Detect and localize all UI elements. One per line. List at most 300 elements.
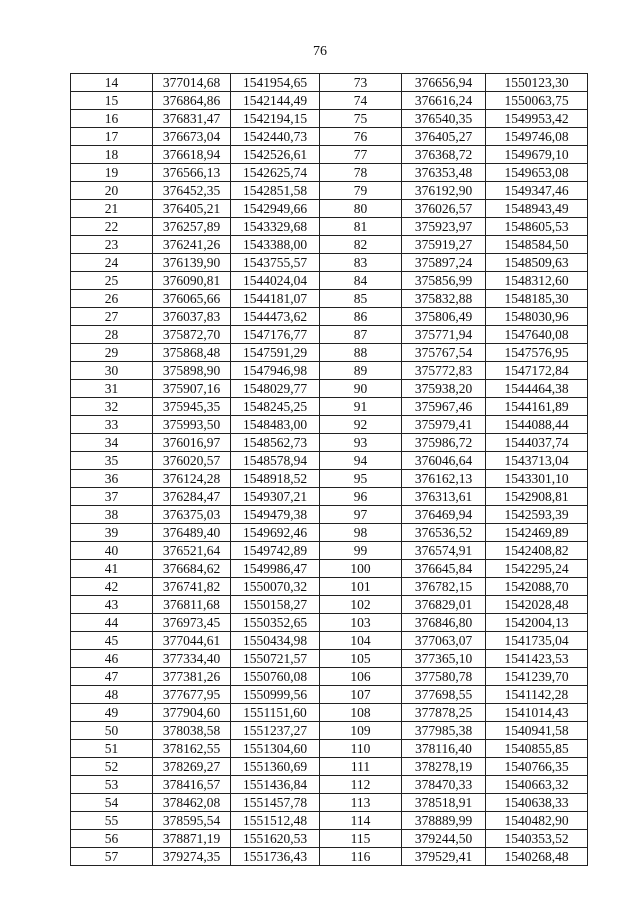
x-coordinate-right: 378116,40 (402, 740, 486, 758)
point-number-right: 107 (320, 686, 402, 704)
y-coordinate-left: 1551620,53 (231, 830, 320, 848)
x-coordinate-left: 376566,13 (153, 164, 231, 182)
table-row (71, 236, 588, 254)
x-coordinate-right: 377985,38 (402, 722, 486, 740)
y-coordinate-right: 1540482,90 (486, 812, 588, 830)
y-coordinate-left: 1551151,60 (231, 704, 320, 722)
x-coordinate-right: 376162,13 (402, 470, 486, 488)
point-number-right: 101 (320, 578, 402, 596)
table-row (71, 722, 588, 740)
table-row (71, 542, 588, 560)
point-number-right: 109 (320, 722, 402, 740)
x-coordinate-right: 376645,84 (402, 560, 486, 578)
point-number-left: 25 (71, 272, 153, 290)
y-coordinate-right: 1542004,13 (486, 614, 588, 632)
point-number-right: 116 (320, 848, 402, 866)
y-coordinate-right: 1542295,24 (486, 560, 588, 578)
y-coordinate-left: 1548483,00 (231, 416, 320, 434)
point-number-right: 115 (320, 830, 402, 848)
x-coordinate-left: 376489,40 (153, 524, 231, 542)
x-coordinate-right: 376313,61 (402, 488, 486, 506)
y-coordinate-right: 1543713,04 (486, 452, 588, 470)
y-coordinate-left: 1548029,77 (231, 380, 320, 398)
y-coordinate-left: 1542949,66 (231, 200, 320, 218)
point-number-right: 96 (320, 488, 402, 506)
point-number-right: 80 (320, 200, 402, 218)
x-coordinate-left: 376831,47 (153, 110, 231, 128)
x-coordinate-right: 376536,52 (402, 524, 486, 542)
table-row (71, 434, 588, 452)
x-coordinate-right: 376469,94 (402, 506, 486, 524)
point-number-right: 93 (320, 434, 402, 452)
x-coordinate-left: 378269,27 (153, 758, 231, 776)
y-coordinate-left: 1544181,07 (231, 290, 320, 308)
y-coordinate-left: 1551436,84 (231, 776, 320, 794)
y-coordinate-left: 1547591,29 (231, 344, 320, 362)
table-row (71, 308, 588, 326)
point-number-right: 95 (320, 470, 402, 488)
point-number-left: 34 (71, 434, 153, 452)
x-coordinate-right: 376192,90 (402, 182, 486, 200)
point-number-left: 48 (71, 686, 153, 704)
point-number-right: 104 (320, 632, 402, 650)
x-coordinate-left: 377044,61 (153, 632, 231, 650)
table-row (71, 830, 588, 848)
table-row (71, 668, 588, 686)
point-number-right: 114 (320, 812, 402, 830)
point-number-left: 54 (71, 794, 153, 812)
point-number-left: 20 (71, 182, 153, 200)
y-coordinate-left: 1548918,52 (231, 470, 320, 488)
point-number-right: 73 (320, 74, 402, 92)
x-coordinate-left: 376090,81 (153, 272, 231, 290)
y-coordinate-right: 1542593,39 (486, 506, 588, 524)
y-coordinate-left: 1551304,60 (231, 740, 320, 758)
point-number-right: 84 (320, 272, 402, 290)
x-coordinate-left: 376139,90 (153, 254, 231, 272)
point-number-left: 56 (71, 830, 153, 848)
table-row (71, 632, 588, 650)
point-number-left: 52 (71, 758, 153, 776)
y-coordinate-right: 1543301,10 (486, 470, 588, 488)
point-number-left: 14 (71, 74, 153, 92)
x-coordinate-left: 376684,62 (153, 560, 231, 578)
x-coordinate-right: 375938,20 (402, 380, 486, 398)
point-number-left: 39 (71, 524, 153, 542)
table-row (71, 452, 588, 470)
y-coordinate-left: 1551457,78 (231, 794, 320, 812)
point-number-right: 106 (320, 668, 402, 686)
y-coordinate-left: 1549986,47 (231, 560, 320, 578)
y-coordinate-left: 1550434,98 (231, 632, 320, 650)
point-number-right: 76 (320, 128, 402, 146)
y-coordinate-left: 1542144,49 (231, 92, 320, 110)
y-coordinate-right: 1542908,81 (486, 488, 588, 506)
table-row (71, 848, 588, 866)
table-row (71, 326, 588, 344)
y-coordinate-right: 1540663,32 (486, 776, 588, 794)
point-number-right: 100 (320, 560, 402, 578)
x-coordinate-right: 375767,54 (402, 344, 486, 362)
point-number-right: 85 (320, 290, 402, 308)
point-number-right: 112 (320, 776, 402, 794)
table-row (71, 164, 588, 182)
point-number-right: 110 (320, 740, 402, 758)
point-number-left: 49 (71, 704, 153, 722)
x-coordinate-left: 376016,97 (153, 434, 231, 452)
x-coordinate-left: 375907,16 (153, 380, 231, 398)
point-number-left: 47 (71, 668, 153, 686)
y-coordinate-left: 1543388,00 (231, 236, 320, 254)
y-coordinate-left: 1550999,56 (231, 686, 320, 704)
x-coordinate-right: 375772,83 (402, 362, 486, 380)
x-coordinate-right: 376026,57 (402, 200, 486, 218)
x-coordinate-right: 378470,33 (402, 776, 486, 794)
point-number-left: 16 (71, 110, 153, 128)
x-coordinate-left: 377014,68 (153, 74, 231, 92)
point-number-left: 27 (71, 308, 153, 326)
x-coordinate-right: 377063,07 (402, 632, 486, 650)
y-coordinate-right: 1540766,35 (486, 758, 588, 776)
point-number-right: 86 (320, 308, 402, 326)
table-row (71, 704, 588, 722)
table-row (71, 92, 588, 110)
point-number-right: 79 (320, 182, 402, 200)
point-number-left: 40 (71, 542, 153, 560)
y-coordinate-left: 1551736,43 (231, 848, 320, 866)
point-number-left: 26 (71, 290, 153, 308)
x-coordinate-right: 377580,78 (402, 668, 486, 686)
point-number-left: 29 (71, 344, 153, 362)
y-coordinate-right: 1544088,44 (486, 416, 588, 434)
y-coordinate-right: 1542088,70 (486, 578, 588, 596)
x-coordinate-left: 376375,03 (153, 506, 231, 524)
x-coordinate-right: 376656,94 (402, 74, 486, 92)
table-row (71, 128, 588, 146)
x-coordinate-left: 377904,60 (153, 704, 231, 722)
y-coordinate-right: 1540941,58 (486, 722, 588, 740)
y-coordinate-right: 1541014,43 (486, 704, 588, 722)
point-number-left: 30 (71, 362, 153, 380)
point-number-left: 23 (71, 236, 153, 254)
x-coordinate-left: 375872,70 (153, 326, 231, 344)
x-coordinate-left: 376257,89 (153, 218, 231, 236)
x-coordinate-right: 375979,41 (402, 416, 486, 434)
table-row (71, 740, 588, 758)
point-number-right: 99 (320, 542, 402, 560)
point-number-right: 83 (320, 254, 402, 272)
y-coordinate-left: 1544024,04 (231, 272, 320, 290)
point-number-left: 28 (71, 326, 153, 344)
point-number-left: 42 (71, 578, 153, 596)
x-coordinate-left: 376065,66 (153, 290, 231, 308)
x-coordinate-left: 379274,35 (153, 848, 231, 866)
point-number-left: 45 (71, 632, 153, 650)
point-number-left: 32 (71, 398, 153, 416)
point-number-right: 75 (320, 110, 402, 128)
point-number-left: 22 (71, 218, 153, 236)
x-coordinate-right: 377698,55 (402, 686, 486, 704)
x-coordinate-left: 376618,94 (153, 146, 231, 164)
x-coordinate-right: 376540,35 (402, 110, 486, 128)
y-coordinate-left: 1550721,57 (231, 650, 320, 668)
point-number-left: 19 (71, 164, 153, 182)
y-coordinate-right: 1540638,33 (486, 794, 588, 812)
y-coordinate-right: 1540353,52 (486, 830, 588, 848)
point-number-right: 105 (320, 650, 402, 668)
y-coordinate-left: 1551360,69 (231, 758, 320, 776)
y-coordinate-right: 1547640,08 (486, 326, 588, 344)
y-coordinate-left: 1551237,27 (231, 722, 320, 740)
point-number-right: 102 (320, 596, 402, 614)
table-row (71, 650, 588, 668)
y-coordinate-right: 1544037,74 (486, 434, 588, 452)
y-coordinate-left: 1544473,62 (231, 308, 320, 326)
y-coordinate-right: 1544161,89 (486, 398, 588, 416)
y-coordinate-left: 1548245,25 (231, 398, 320, 416)
x-coordinate-left: 378416,57 (153, 776, 231, 794)
x-coordinate-right: 377365,10 (402, 650, 486, 668)
y-coordinate-right: 1548584,50 (486, 236, 588, 254)
y-coordinate-left: 1547946,98 (231, 362, 320, 380)
table-row (71, 362, 588, 380)
point-number-right: 94 (320, 452, 402, 470)
x-coordinate-left: 378038,58 (153, 722, 231, 740)
table-row (71, 470, 588, 488)
x-coordinate-left: 376811,68 (153, 596, 231, 614)
x-coordinate-left: 375993,50 (153, 416, 231, 434)
point-number-right: 82 (320, 236, 402, 254)
table-row (71, 416, 588, 434)
y-coordinate-left: 1550352,65 (231, 614, 320, 632)
point-number-left: 37 (71, 488, 153, 506)
y-coordinate-right: 1548185,30 (486, 290, 588, 308)
y-coordinate-right: 1548605,53 (486, 218, 588, 236)
x-coordinate-right: 379244,50 (402, 830, 486, 848)
x-coordinate-right: 375832,88 (402, 290, 486, 308)
table-row (71, 794, 588, 812)
x-coordinate-right: 379529,41 (402, 848, 486, 866)
x-coordinate-left: 378162,55 (153, 740, 231, 758)
y-coordinate-left: 1550070,32 (231, 578, 320, 596)
table-row (71, 398, 588, 416)
x-coordinate-right: 376616,24 (402, 92, 486, 110)
x-coordinate-right: 376574,91 (402, 542, 486, 560)
point-number-left: 31 (71, 380, 153, 398)
point-number-right: 103 (320, 614, 402, 632)
y-coordinate-right: 1549347,46 (486, 182, 588, 200)
y-coordinate-left: 1550158,27 (231, 596, 320, 614)
point-number-left: 55 (71, 812, 153, 830)
table-row (71, 758, 588, 776)
point-number-right: 89 (320, 362, 402, 380)
point-number-left: 44 (71, 614, 153, 632)
point-number-left: 38 (71, 506, 153, 524)
point-number-right: 88 (320, 344, 402, 362)
y-coordinate-right: 1547172,84 (486, 362, 588, 380)
y-coordinate-right: 1548312,60 (486, 272, 588, 290)
table-row (71, 272, 588, 290)
x-coordinate-right: 376846,80 (402, 614, 486, 632)
y-coordinate-right: 1550063,75 (486, 92, 588, 110)
x-coordinate-right: 378518,91 (402, 794, 486, 812)
y-coordinate-right: 1549746,08 (486, 128, 588, 146)
y-coordinate-left: 1543755,57 (231, 254, 320, 272)
point-number-right: 92 (320, 416, 402, 434)
table-row (71, 524, 588, 542)
y-coordinate-left: 1542194,15 (231, 110, 320, 128)
point-number-left: 18 (71, 146, 153, 164)
point-number-right: 91 (320, 398, 402, 416)
x-coordinate-left: 378595,54 (153, 812, 231, 830)
point-number-left: 50 (71, 722, 153, 740)
x-coordinate-left: 376521,64 (153, 542, 231, 560)
y-coordinate-right: 1549653,08 (486, 164, 588, 182)
x-coordinate-left: 378462,08 (153, 794, 231, 812)
point-number-left: 15 (71, 92, 153, 110)
table-row (71, 560, 588, 578)
table-row (71, 812, 588, 830)
table-row (71, 344, 588, 362)
x-coordinate-right: 378278,19 (402, 758, 486, 776)
table-row (71, 218, 588, 236)
point-number-left: 21 (71, 200, 153, 218)
x-coordinate-right: 376368,72 (402, 146, 486, 164)
point-number-right: 77 (320, 146, 402, 164)
point-number-right: 111 (320, 758, 402, 776)
table-row (71, 488, 588, 506)
x-coordinate-left: 376405,21 (153, 200, 231, 218)
y-coordinate-right: 1540855,85 (486, 740, 588, 758)
point-number-left: 43 (71, 596, 153, 614)
point-number-right: 87 (320, 326, 402, 344)
y-coordinate-right: 1548943,49 (486, 200, 588, 218)
y-coordinate-left: 1549692,46 (231, 524, 320, 542)
x-coordinate-left: 376124,28 (153, 470, 231, 488)
y-coordinate-left: 1541954,65 (231, 74, 320, 92)
x-coordinate-right: 376405,27 (402, 128, 486, 146)
x-coordinate-right: 375771,94 (402, 326, 486, 344)
y-coordinate-right: 1549953,42 (486, 110, 588, 128)
y-coordinate-right: 1541142,28 (486, 686, 588, 704)
table-row (71, 200, 588, 218)
x-coordinate-left: 375945,35 (153, 398, 231, 416)
table-row (71, 614, 588, 632)
y-coordinate-right: 1541239,70 (486, 668, 588, 686)
x-coordinate-right: 376046,64 (402, 452, 486, 470)
point-number-right: 97 (320, 506, 402, 524)
x-coordinate-left: 375868,48 (153, 344, 231, 362)
y-coordinate-right: 1541423,53 (486, 650, 588, 668)
point-number-right: 113 (320, 794, 402, 812)
point-number-left: 17 (71, 128, 153, 146)
point-number-right: 78 (320, 164, 402, 182)
x-coordinate-right: 375923,97 (402, 218, 486, 236)
table-row (71, 596, 588, 614)
table-row (71, 290, 588, 308)
x-coordinate-left: 377334,40 (153, 650, 231, 668)
y-coordinate-left: 1542440,73 (231, 128, 320, 146)
y-coordinate-right: 1542028,48 (486, 596, 588, 614)
table-row (71, 254, 588, 272)
point-number-left: 53 (71, 776, 153, 794)
y-coordinate-right: 1548030,96 (486, 308, 588, 326)
table-row (71, 74, 588, 92)
y-coordinate-right: 1541735,04 (486, 632, 588, 650)
table-row (71, 686, 588, 704)
point-number-left: 24 (71, 254, 153, 272)
coordinates-table (70, 73, 588, 866)
x-coordinate-right: 375897,24 (402, 254, 486, 272)
table-row (71, 380, 588, 398)
y-coordinate-right: 1540268,48 (486, 848, 588, 866)
point-number-left: 41 (71, 560, 153, 578)
x-coordinate-left: 376452,35 (153, 182, 231, 200)
y-coordinate-left: 1550760,08 (231, 668, 320, 686)
x-coordinate-right: 375806,49 (402, 308, 486, 326)
y-coordinate-left: 1542526,61 (231, 146, 320, 164)
table-row (71, 506, 588, 524)
y-coordinate-right: 1544464,38 (486, 380, 588, 398)
x-coordinate-left: 376864,86 (153, 92, 231, 110)
x-coordinate-left: 376973,45 (153, 614, 231, 632)
table-row (71, 146, 588, 164)
table-row (71, 182, 588, 200)
x-coordinate-left: 376284,47 (153, 488, 231, 506)
point-number-left: 35 (71, 452, 153, 470)
x-coordinate-right: 375967,46 (402, 398, 486, 416)
x-coordinate-left: 377381,26 (153, 668, 231, 686)
x-coordinate-right: 375919,27 (402, 236, 486, 254)
table-row (71, 110, 588, 128)
x-coordinate-left: 376741,82 (153, 578, 231, 596)
y-coordinate-right: 1547576,95 (486, 344, 588, 362)
x-coordinate-right: 376353,48 (402, 164, 486, 182)
x-coordinate-left: 376241,26 (153, 236, 231, 254)
y-coordinate-left: 1543329,68 (231, 218, 320, 236)
y-coordinate-left: 1542851,58 (231, 182, 320, 200)
x-coordinate-left: 375898,90 (153, 362, 231, 380)
x-coordinate-right: 376829,01 (402, 596, 486, 614)
y-coordinate-left: 1548578,94 (231, 452, 320, 470)
y-coordinate-left: 1542625,74 (231, 164, 320, 182)
point-number-right: 74 (320, 92, 402, 110)
x-coordinate-left: 376037,83 (153, 308, 231, 326)
y-coordinate-right: 1549679,10 (486, 146, 588, 164)
point-number-right: 98 (320, 524, 402, 542)
point-number-left: 57 (71, 848, 153, 866)
y-coordinate-left: 1549479,38 (231, 506, 320, 524)
y-coordinate-left: 1548562,73 (231, 434, 320, 452)
point-number-left: 46 (71, 650, 153, 668)
x-coordinate-left: 378871,19 (153, 830, 231, 848)
table-row (71, 776, 588, 794)
table-row (71, 578, 588, 596)
y-coordinate-left: 1547176,77 (231, 326, 320, 344)
y-coordinate-right: 1548509,63 (486, 254, 588, 272)
point-number-right: 108 (320, 704, 402, 722)
x-coordinate-left: 376020,57 (153, 452, 231, 470)
y-coordinate-right: 1550123,30 (486, 74, 588, 92)
x-coordinate-right: 378889,99 (402, 812, 486, 830)
y-coordinate-left: 1549742,89 (231, 542, 320, 560)
page-number: 76 (313, 44, 327, 59)
x-coordinate-left: 377677,95 (153, 686, 231, 704)
x-coordinate-right: 377878,25 (402, 704, 486, 722)
point-number-left: 33 (71, 416, 153, 434)
x-coordinate-right: 375986,72 (402, 434, 486, 452)
coordinates-table-body (71, 74, 588, 866)
